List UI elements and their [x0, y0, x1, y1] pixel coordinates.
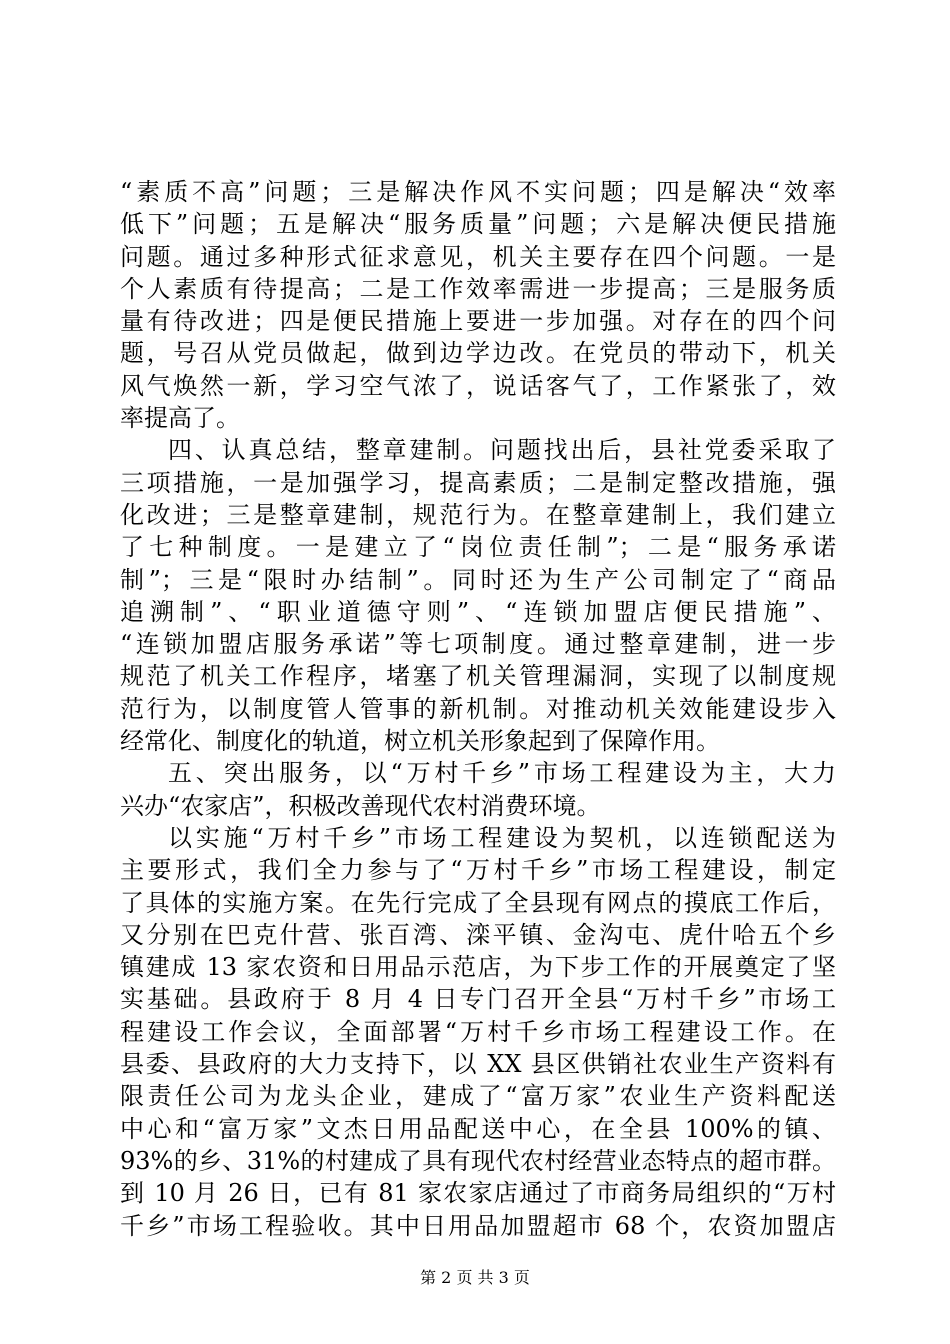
text-line: 实基础。县政府于 8 月 4 日专门召开全县“万村千乡”市场工 [120, 985, 836, 1014]
text-line: 个人素质有待提高；二是工作效率需进一步提高；三是服务质 [120, 274, 836, 303]
text-line: 低下”问题；五是解决“服务质量”问题；六是解决便民措施 [120, 210, 836, 239]
text-line: 93%的乡、31%的村建成了具有现代农村经营业态特点的超市群。 [120, 1146, 836, 1175]
text-line: 镇建成 13 家农资和日用品示范店，为下步工作的开展奠定了坚 [120, 953, 836, 982]
text-line: 又分别在巴克什营、张百湾、滦平镇、金沟屯、虎什哈五个乡 [120, 920, 836, 949]
text-line: 题，号召从党员做起，做到边学边改。在党员的带动下，机关 [120, 339, 836, 368]
text-line: 量有待改进；四是便民措施上要进一步加强。对存在的四个问 [120, 307, 836, 336]
document-body [120, 176, 836, 1242]
text-line: 率提高了。 [120, 404, 240, 433]
text-line: 化改进；三是整章建制，规范行为。在整章建制上，我们建立 [120, 500, 836, 529]
text-line: 千乡”市场工程验收。其中日用品加盟超市 68 个，农资加盟店 [120, 1211, 836, 1240]
text-line: 风气焕然一新，学习空气浓了，说话客气了，工作紧张了，效 [120, 371, 836, 400]
text-line: “连锁加盟店服务承诺”等七项制度。通过整章建制，进一步 [120, 630, 836, 659]
text-line: 问题。通过多种形式征求意见，机关主要存在四个问题。一是 [120, 242, 836, 271]
text-line: 程建设工作会议，全面部署“万村千乡市场工程建设工作。在 [120, 1017, 836, 1046]
text-line: 了七种制度。一是建立了“岗位责任制”；二是“服务承诺 [120, 533, 836, 562]
text-line: 规范了机关工作程序，堵塞了机关管理漏洞，实现了以制度规 [120, 662, 836, 691]
page-footer: 第 2 页 共 3 页 [420, 1268, 530, 1287]
text-line: 范行为，以制度管人管事的新机制。对推动机关效能建设步入 [120, 694, 836, 723]
text-line: 五、突出服务，以“万村千乡”市场工程建设为主，大力 [168, 759, 836, 788]
text-line: 四、认真总结，整章建制。问题找出后，县社党委采取了 [168, 436, 836, 465]
text-line: 了具体的实施方案。在先行完成了全县现有网点的摸底工作后， [120, 888, 836, 917]
text-line: 兴办“农家店”，积极改善现代农村消费环境。 [120, 791, 601, 820]
text-line: 到 10 月 26 日，已有 81 家农家店通过了市商务局组织的“万村 [120, 1179, 836, 1208]
text-line: 限责任公司为龙头企业，建成了“富万家”农业生产资料配送 [120, 1082, 836, 1111]
text-line: 追溯制”、“职业道德守则”、“连锁加盟店便民措施”、 [120, 597, 836, 626]
text-line: 经常化、制度化的轨道，树立机关形象起到了保障作用。 [120, 727, 720, 756]
text-line: 制”；三是“限时办结制”。同时还为生产公司制定了“商品 [120, 565, 836, 594]
text-line: 县委、县政府的大力支持下，以 XX 县区供销社农业生产资料有 [120, 1050, 836, 1079]
text-line: 三项措施，一是加强学习，提高素质；二是制定整改措施，强 [120, 468, 836, 497]
text-line: 主要形式，我们全力参与了“万村千乡”市场工程建设，制定 [120, 856, 836, 885]
text-line: 以实施“万村千乡”市场工程建设为契机，以连锁配送为 [168, 823, 836, 852]
text-line: “素质不高”问题；三是解决作风不实问题；四是解决“效率 [120, 178, 836, 206]
text-line: 中心和“富万家”文杰日用品配送中心，在全县 100%的镇、 [120, 1114, 836, 1143]
